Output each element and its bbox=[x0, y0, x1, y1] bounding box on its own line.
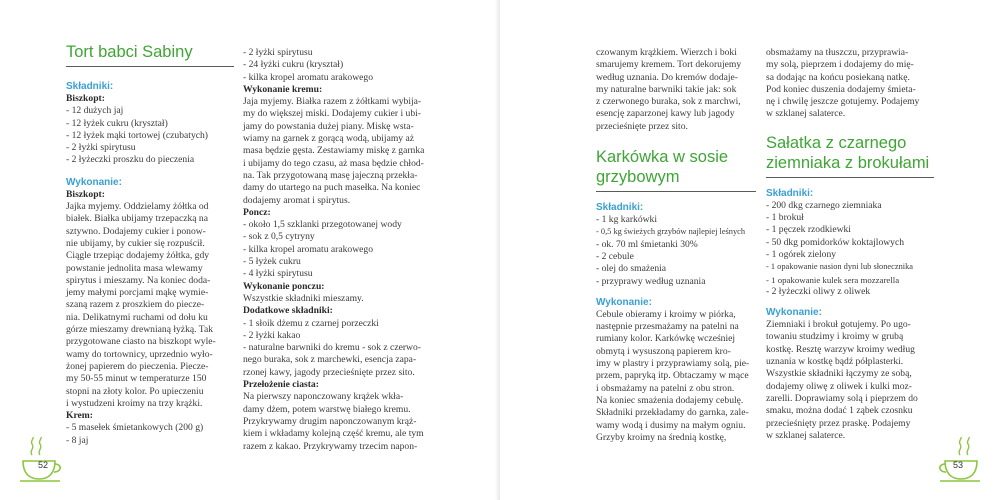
extra-ingredients-heading: Dodatkowe składniki: bbox=[243, 305, 333, 317]
page-number: 52 bbox=[37, 460, 48, 470]
text-line: Na pierwszy naponczowany krążek wkła- bbox=[243, 391, 404, 403]
krem-method-heading: Wykonanie kremu: bbox=[243, 83, 323, 95]
text-line: my solą, pieprzem i dodajemy do mię- bbox=[766, 59, 914, 71]
left-column-1 bbox=[66, 42, 234, 447]
text-line: sztywno. Dodajemy cukier i ponow- bbox=[66, 225, 206, 237]
list-item: - 2 łyżki spirytusu bbox=[243, 47, 313, 58]
text-line: smaku, można dodać 1 ząbek czosnku bbox=[766, 405, 913, 417]
text-line: kiem i wkładamy kolejną część kremu, ale tym bbox=[243, 428, 424, 440]
krem-heading: Krem: bbox=[66, 410, 93, 422]
text-line: zarelli. Doprawiamy solą i pieprzem do bbox=[766, 392, 918, 404]
right-page bbox=[500, 0, 1000, 500]
text-line: uznania w kostkę bądź półplasterki. bbox=[766, 356, 904, 368]
list-item: - 1 kg karkówki bbox=[596, 214, 658, 226]
list-item: - 50 dkg pomidorków koktajlowych bbox=[766, 236, 905, 248]
list-item: - 2 łyżeczki proszku do pieczenia bbox=[66, 154, 195, 166]
title-line: grzybowym bbox=[596, 168, 680, 187]
text-line: i ubijamy do tego czasu, aż masa będzie chłod- bbox=[243, 157, 424, 169]
biszkopt-method-text bbox=[66, 201, 234, 410]
poncz-method-text: Wszystkie składniki mieszamy. bbox=[243, 292, 364, 304]
text-line: wiamy na garnek z gorącą wodą, ubijamy aż bbox=[243, 133, 415, 145]
list-item: - 200 dkg czarnego ziemniaka bbox=[766, 199, 882, 211]
list-item: - 1 ogórek zielony bbox=[766, 248, 837, 260]
list-item: - 12 łyżek mąki tortowej (czubatych) bbox=[66, 129, 208, 141]
text-line: Pod koniec duszenia dodajemy śmieta- bbox=[766, 83, 916, 95]
text-line: nę i chwilę jeszcze gotujemy. Podajemy bbox=[766, 96, 920, 108]
text-line: Na koniec smażenia dodajemy cebulę. bbox=[596, 394, 744, 406]
text-line: szaną razem z proszkiem do piecze- bbox=[66, 299, 205, 311]
list-item: - 1 brokuł bbox=[766, 212, 804, 224]
list-item: - naturalne barwniki do kremu - sok z czerwo- bbox=[243, 342, 421, 354]
text-line: Jajka myjemy. Oddzielamy żółtka od bbox=[66, 201, 209, 213]
text-line: jamy do powstania dużej piany. Miskę wsta- bbox=[243, 120, 414, 132]
list-item: - 1 opakowanie kulek sera mozzarella bbox=[766, 274, 900, 285]
list-item: - 2 łyżki spirytusu bbox=[66, 142, 136, 154]
text-line: i obsmażamy na patelni z obu stron. bbox=[596, 382, 735, 394]
text-line: imy w plastry i przyprawiamy solą, pie- bbox=[596, 358, 750, 370]
ingredients-heading: Składniki: bbox=[766, 187, 814, 199]
list-item: - około 1,5 szklanki przegotowanej wody bbox=[243, 219, 402, 231]
text-line: nie ubijamy, by cukier się rozpuścił. bbox=[66, 237, 205, 249]
text-line: nia. Delikatnymi ruchami od dołu ku bbox=[66, 311, 208, 323]
biszkopt-heading: Biszkopt: bbox=[66, 93, 105, 104]
list-item: - 1 pęczek rzodkiewki bbox=[766, 224, 851, 236]
text-line: smarujemy kremem. Tort dekorujemy bbox=[596, 59, 742, 71]
text-line: wamy wodą i dusimy na małym ogniu. bbox=[596, 419, 746, 431]
list-item: - 0,5 kg świeżych grzybów najlepiej leśnych bbox=[596, 227, 746, 237]
method-heading: Wykonanie: bbox=[766, 307, 822, 319]
layering-heading: Przełożenie ciasta: bbox=[243, 379, 319, 391]
text-line: damy do utartego na puch masełka. Na koniec bbox=[243, 182, 421, 194]
text-line: Wszystkie składniki łączymy ze sobą, bbox=[766, 368, 912, 380]
recipe-title-tort: Tort babci Sabiny bbox=[66, 43, 193, 61]
karkowka-method-text bbox=[596, 309, 761, 444]
list-item: rzonej kawy, jagody przecieśnięte przez sito. bbox=[243, 366, 415, 378]
right-column-1 bbox=[596, 47, 761, 444]
text-line: Grzyby kroimy na średnią kostkę, bbox=[596, 431, 727, 443]
list-item: - 12 łyżek cukru (kryształ) bbox=[66, 117, 168, 129]
krem-ingredients-continued bbox=[243, 47, 443, 84]
list-item: - 5 łyżek cukru bbox=[243, 256, 301, 268]
text-line: damy dżem, potem warstwę białego kremu. bbox=[243, 403, 411, 415]
text-line: białek. Białka ubijamy trzepaczką na bbox=[66, 213, 208, 225]
text-line: według uznania. Do kremów dodaje- bbox=[596, 71, 738, 83]
poncz-heading: Poncz: bbox=[243, 206, 271, 218]
tort-method-continued bbox=[596, 47, 761, 133]
text-line: żonej papierem do pieczenia. Piecze- bbox=[66, 360, 209, 372]
layering-text bbox=[243, 391, 443, 452]
title-rule bbox=[596, 191, 756, 192]
krem-ingredients-list bbox=[66, 422, 234, 447]
text-line: jemy małymi porcjami mąkę wymie- bbox=[66, 287, 209, 299]
method-heading: Wykonanie: bbox=[596, 296, 652, 308]
list-item: - 2 cebule bbox=[596, 250, 634, 262]
text-line: obsmażamy na tłuszczu, przyprawia- bbox=[766, 47, 909, 58]
text-line: Jaja myjemy. Białka razem z żółtkami wybija- bbox=[243, 96, 422, 108]
text-line: przygotowane ciasto na biszkopt wyle- bbox=[66, 336, 216, 348]
list-item: - olej do smażenia bbox=[596, 263, 667, 275]
text-line: dodajemy aromat i spirytus. bbox=[243, 194, 351, 206]
salatka-ingredients-list bbox=[766, 200, 936, 298]
list-item: nego buraka, sok z marchewki, esencja zapa- bbox=[243, 354, 417, 366]
text-line: dodajemy oliwę z oliwek i kulki moz- bbox=[766, 380, 913, 392]
text-line: towaniu studzimy i kroimy w grubą bbox=[766, 331, 904, 343]
text-line: następnie przesmażamy na patelni na bbox=[596, 321, 739, 333]
title-line: Sałatka z czarnego bbox=[766, 133, 907, 152]
text-line: wamy do tortownicy, uprzednio wyło- bbox=[66, 348, 213, 360]
text-line: rumiany kolor. Karkówkę wcześniej bbox=[596, 333, 736, 345]
title-rule bbox=[66, 66, 234, 67]
list-item: - ok. 70 ml śmietanki 30% bbox=[596, 238, 698, 250]
list-item: - 8 jaj bbox=[66, 434, 89, 446]
text-line: my do większej miski. Dodajemy cukier i ubi- bbox=[243, 108, 421, 120]
text-line: razem z kakao. Przykrywamy trzecim napon- bbox=[243, 440, 418, 452]
text-line: powstanie jednolita masa wlewamy bbox=[66, 262, 203, 274]
text-line: górze mieszamy drewnianą łyżką. Tak bbox=[66, 324, 213, 336]
text-line: stopni na złoty kolor. Po upieczeniu bbox=[66, 385, 204, 397]
list-item: - 24 łyżki cukru (kryształ) bbox=[243, 59, 344, 71]
method-heading: Wykonanie: bbox=[66, 176, 122, 188]
text-line: i wystudzeni kroimy na trzy krążki. bbox=[66, 397, 203, 409]
text-line: w szklanej salaterce. bbox=[766, 429, 846, 441]
list-item: - 4 łyżki spirytusu bbox=[243, 268, 313, 280]
text-line: z czerwonego buraka, sok z marchwi, bbox=[596, 96, 741, 108]
text-line: esencję zaparzonej kawy lub jagody bbox=[596, 108, 735, 120]
recipe-title-salatka bbox=[766, 133, 936, 173]
text-line: obmytą i wysuszoną papierem kro- bbox=[596, 345, 731, 357]
salatka-method-text bbox=[766, 319, 936, 442]
poncz-ingredients-list bbox=[243, 219, 443, 280]
text-line: my naturalne barwniki takie jak: sok bbox=[596, 83, 737, 95]
list-item: - 1 słoik dżemu z czarnej porzeczki bbox=[243, 317, 379, 329]
title-line: Karkówka w sosie bbox=[596, 148, 729, 167]
text-line: spirytus i mieszamy. Na koniec doda- bbox=[66, 274, 211, 286]
text-line: przem, papryką itp. Obtaczamy w mące bbox=[596, 370, 749, 382]
list-item: - sok z 0,5 cytryny bbox=[243, 231, 315, 243]
text-line: przecieśnięte przez sito. bbox=[596, 120, 688, 132]
list-item: - kilka kropel aromatu arakowego bbox=[243, 243, 373, 255]
extra-ingredients-list bbox=[243, 318, 443, 379]
title-rule bbox=[766, 177, 934, 178]
recipe-title-karkowka bbox=[596, 147, 761, 187]
list-item: - 5 masełek śmietankowych (200 g) bbox=[66, 422, 204, 434]
ingredients-heading: Składniki: bbox=[596, 202, 644, 214]
list-item: - 1 opakowanie nasion dyni lub słonecznika bbox=[766, 262, 913, 272]
text-line: Przykrywamy drugim naponczowanym krąż- bbox=[243, 415, 417, 427]
karkowka-ingredients-list bbox=[596, 214, 761, 288]
page-number: 53 bbox=[952, 460, 963, 470]
biszkopt-ingredients-list bbox=[66, 105, 234, 166]
ingredients-heading: Składniki: bbox=[66, 81, 114, 92]
krem-method-text bbox=[243, 96, 443, 207]
left-column-2 bbox=[243, 47, 443, 453]
list-item: - 12 dużych jaj bbox=[66, 105, 124, 117]
text-line: Składniki przekładamy do garnka, zale- bbox=[596, 407, 749, 419]
list-item: - przyprawy według uznania bbox=[596, 275, 706, 287]
text-line: na. Tak przygotowaną masę jajeczną przekła- bbox=[243, 169, 418, 181]
text-line: Ziemniaki i brokuł gotujemy. Po ugo- bbox=[766, 319, 911, 331]
title-line: ziemniaka z brokułami bbox=[766, 153, 930, 172]
text-line: kostkę. Resztę warzyw kroimy według bbox=[766, 343, 915, 355]
text-line: my 50-55 minut w temperaturze 150 bbox=[66, 373, 207, 385]
right-column-2 bbox=[766, 47, 936, 442]
list-item: - 2 łyżeczki oliwy z oliwek bbox=[766, 285, 871, 297]
list-item: - kilka kropel aromatu arakowego bbox=[243, 71, 373, 83]
text-line: Ciągle trzepiąc dodajemy żółtka, gdy bbox=[66, 250, 210, 262]
karkowka-method-continued bbox=[766, 47, 936, 121]
text-line: przecieśnięty przez praskę. Podajemy bbox=[766, 417, 911, 429]
list-item: - 2 łyżki kakao bbox=[243, 329, 301, 341]
poncz-method-heading: Wykonanie ponczu: bbox=[243, 280, 325, 292]
text-line: Cebule obieramy i kroimy w piórka, bbox=[596, 308, 736, 320]
text-line: masa będzie gęsta. Zestawiamy miskę z garnka bbox=[243, 145, 425, 157]
biszkopt-method-heading: Biszkopt: bbox=[66, 188, 105, 200]
text-line: sa dodając na końcu posiekaną natkę. bbox=[766, 71, 910, 83]
text-line: w szklanej salaterce. bbox=[766, 108, 846, 120]
text-line: czowanym krążkiem. Wierzch i boki bbox=[596, 47, 737, 58]
